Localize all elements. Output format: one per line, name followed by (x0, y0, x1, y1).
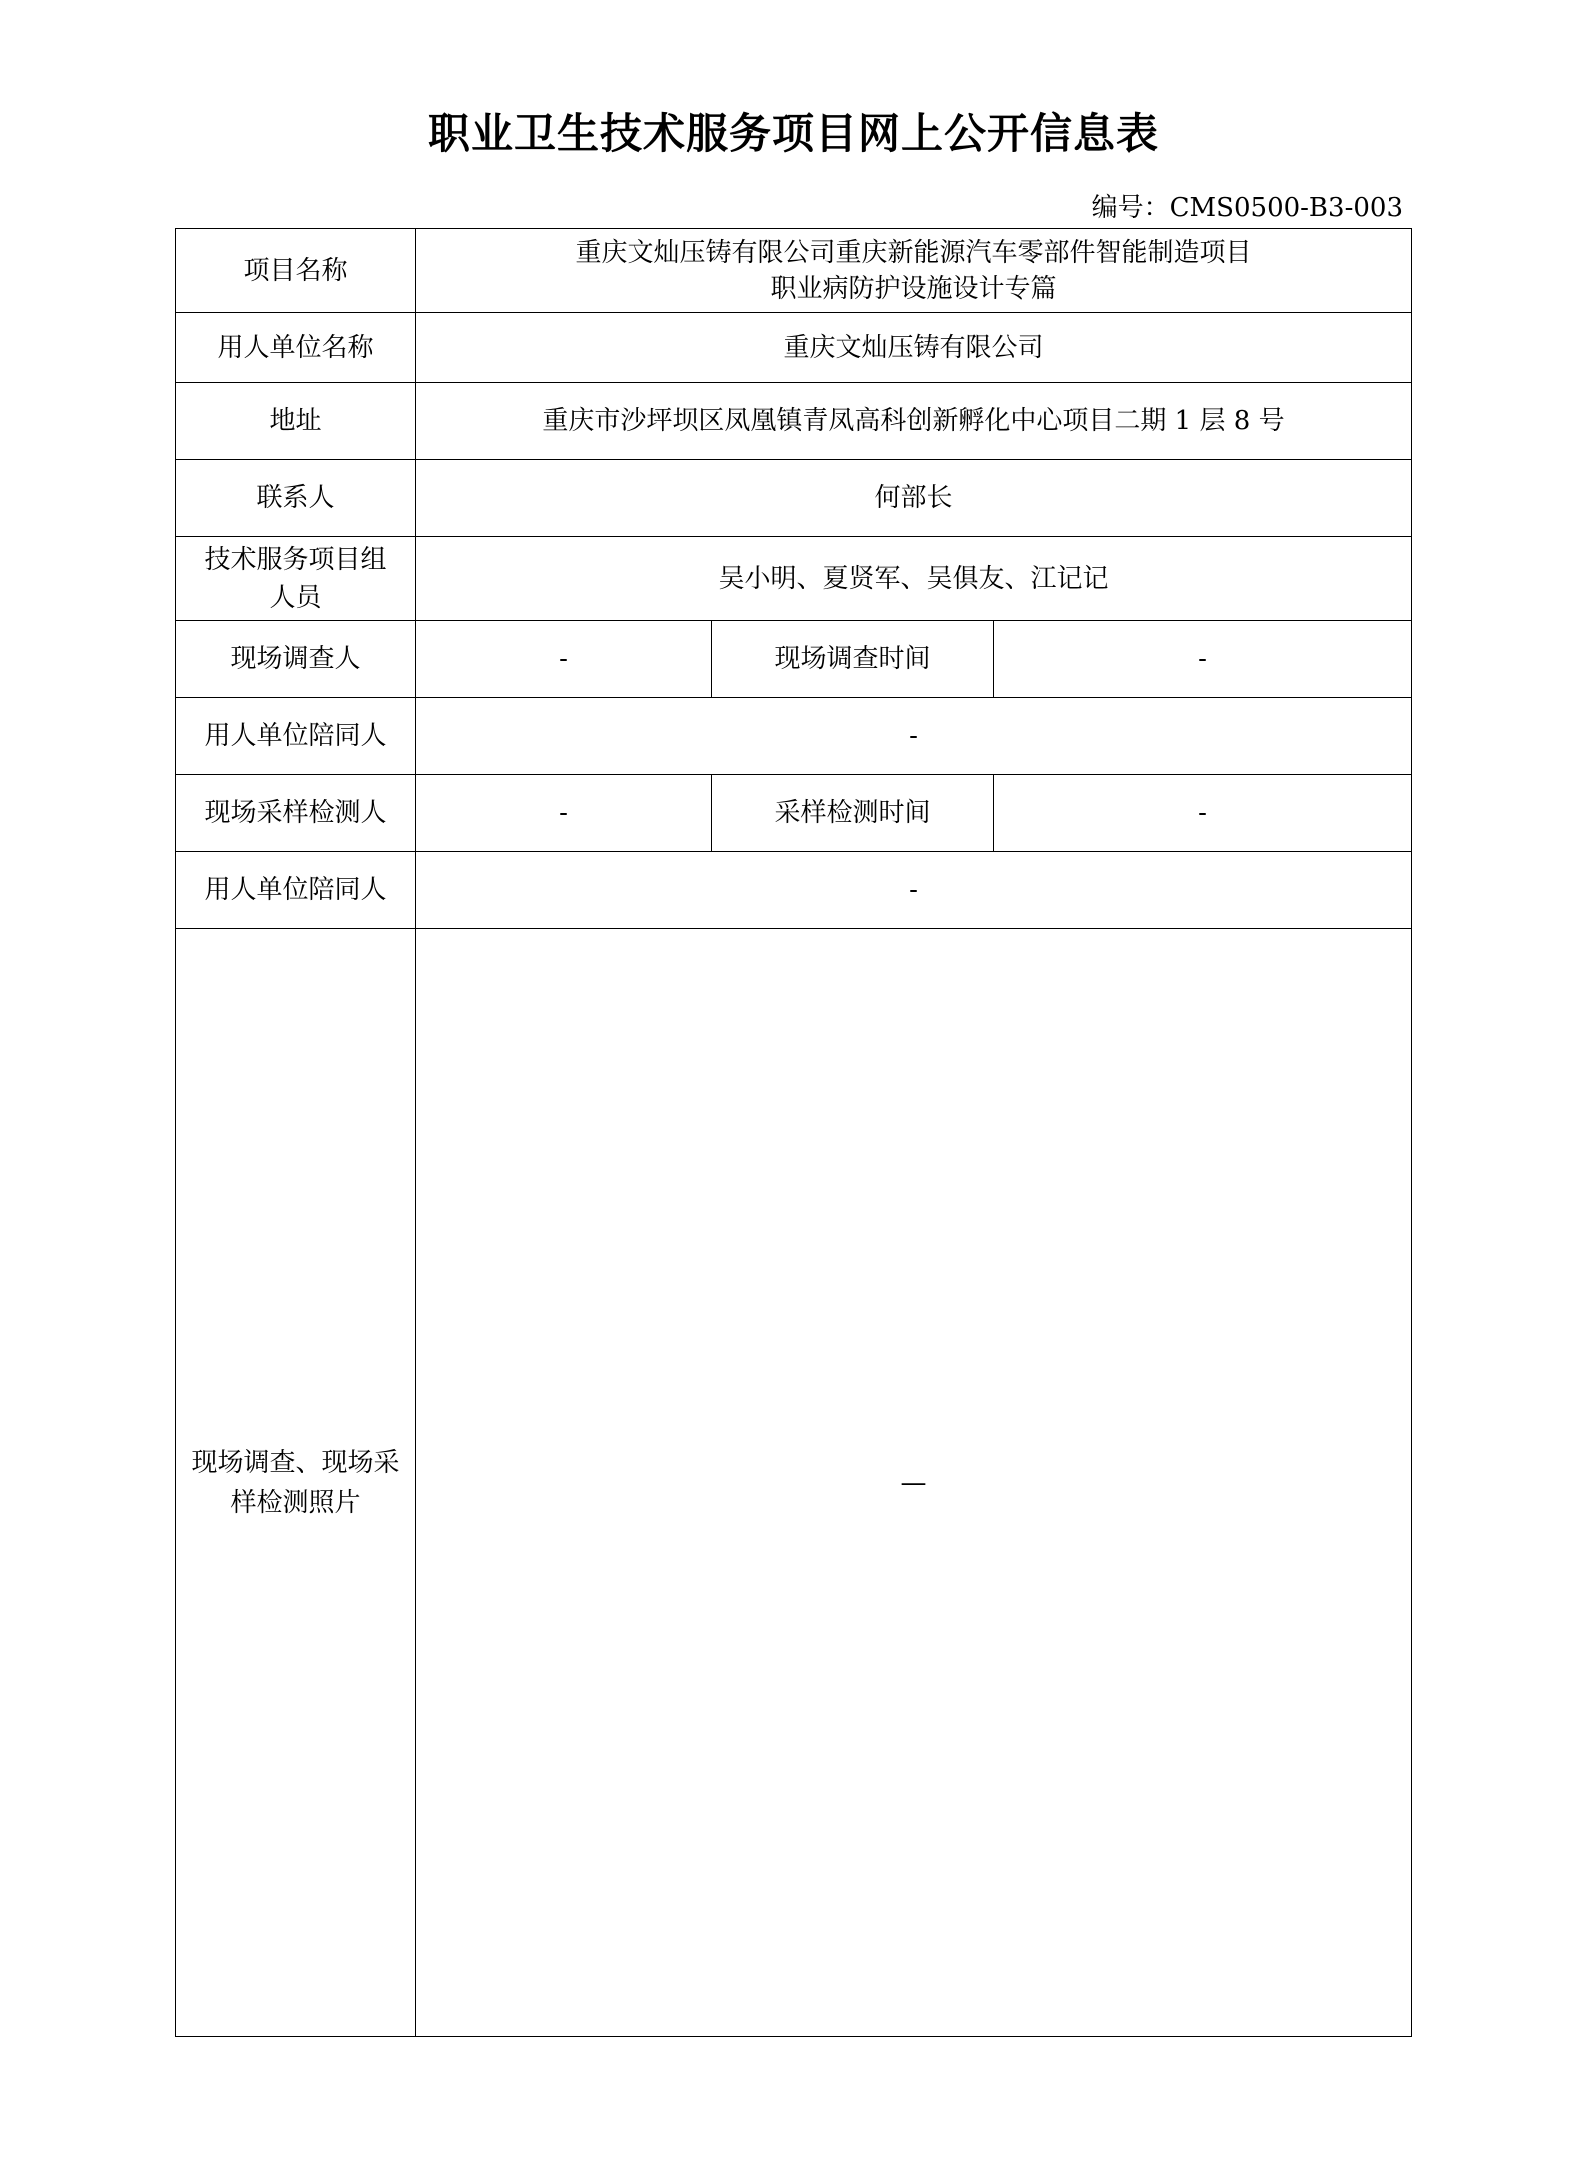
table-row-project-name (176, 229, 1412, 313)
project-name-value-line1: 重庆文灿压铸有限公司重庆新能源汽车零部件智能制造项目 (575, 237, 1252, 268)
site-survey-label: 现场调查人 (176, 621, 416, 698)
table-row-sampling-escort (176, 852, 1412, 929)
project-name-label: 项目名称 (176, 229, 416, 313)
table-row-team-members (176, 537, 1412, 621)
team-members-label-line2: 人员 (269, 582, 322, 613)
sampling-escort-value: - (416, 852, 1412, 929)
project-name-value (416, 229, 1412, 313)
address-value: 重庆市沙坪坝区凤凰镇青凤高科创新孵化中心项目二期 1 层 8 号 (416, 383, 1412, 460)
team-members-label-line1: 技术服务项目组 (204, 544, 387, 575)
table-row-photos (176, 929, 1412, 2037)
photos-label-line1: 现场调查、现场采 (191, 1447, 400, 1478)
employer-name-value: 重庆文灿压铸有限公司 (416, 313, 1412, 383)
table-row-survey-escort (176, 698, 1412, 775)
employer-name-label: 用人单位名称 (176, 313, 416, 383)
sampling-time-value: - (994, 775, 1412, 852)
survey-escort-value: - (416, 698, 1412, 775)
photos-value: — (416, 929, 1412, 2037)
photos-label (176, 929, 416, 2037)
document-title: 职业卫生技术服务项目网上公开信息表 (427, 109, 1159, 158)
project-name-value-line2: 职业病防护设施设计专篇 (770, 273, 1057, 304)
table-row-employer-name (176, 313, 1412, 383)
photos-label-line2: 样检测照片 (230, 1487, 361, 1518)
document-number-label: 编号： (1091, 193, 1170, 223)
info-table (175, 228, 1412, 2037)
survey-escort-label: 用人单位陪同人 (176, 698, 416, 775)
table-row-site-survey (176, 621, 1412, 698)
contact-label: 联系人 (176, 460, 416, 537)
site-survey-time-value: - (994, 621, 1412, 698)
document-number (1092, 190, 1403, 226)
sampling-value: - (416, 775, 712, 852)
table-row-sampling (176, 775, 1412, 852)
table-row-address (176, 383, 1412, 460)
site-survey-time-label: 现场调查时间 (712, 621, 994, 698)
site-survey-value: - (416, 621, 712, 698)
address-label: 地址 (176, 383, 416, 460)
team-members-label (176, 537, 416, 621)
contact-value: 何部长 (416, 460, 1412, 537)
sampling-label: 现场采样检测人 (176, 775, 416, 852)
document-number-value: CMS0500-B3-003 (1169, 193, 1403, 223)
sampling-time-label: 采样检测时间 (712, 775, 994, 852)
team-members-value: 吴小明、夏贤军、吴俱友、江记记 (416, 537, 1412, 621)
sampling-escort-label: 用人单位陪同人 (176, 852, 416, 929)
table-row-contact (176, 460, 1412, 537)
